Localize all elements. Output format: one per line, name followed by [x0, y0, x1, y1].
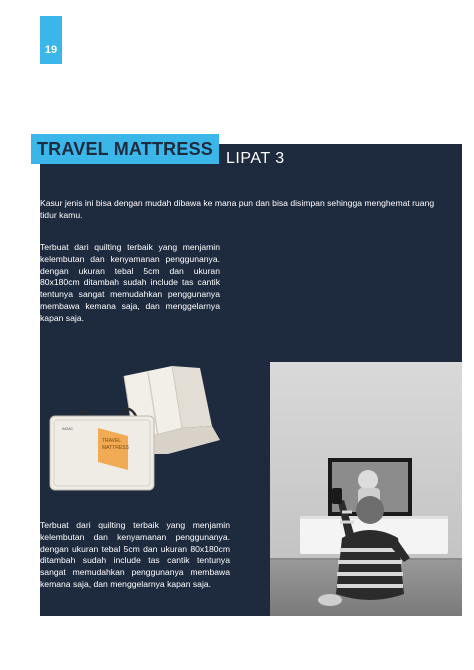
mattress-product-image — [40, 358, 240, 498]
page-title: TRAVEL MATTRESS — [36, 138, 213, 159]
intro-paragraph: Kasur jenis ini bisa dengan mudah dibawa ke mana pun dan bisa disimpan sehingga menghemat ruang tidur kamu. — [40, 198, 435, 220]
page-subtitle: LIPAT 3 — [226, 150, 285, 167]
bag-text-line-2: MATTRESS — [102, 445, 129, 451]
bag-brand: INOAC — [62, 427, 74, 431]
title-banner — [31, 134, 219, 164]
child-watching-tv-photo — [270, 362, 462, 616]
page-number-tab — [40, 16, 62, 64]
travel-bag — [50, 409, 154, 490]
page-number: 19 — [44, 44, 58, 56]
description-paragraph-2: Terbuat dari quilting terbaik yang menjamin kelembutan dan kenyamanan penggunanya. dengan ukuran tebal 5cm dan ukuran 80x180cm ditambah sudah include tas cantik tentunya sangat memudahkan penggunanya membawa kemana saja, dan menggelarnya kapan saja. — [40, 520, 230, 589]
bag-text-line-1: TRAVEL — [102, 438, 122, 444]
description-paragraph-1: Terbuat dari quilting terbaik yang menjamin kelembutan dan kenyamanan penggunanya. dengan ukuran tebal 5cm dan ukuran 80x180cm ditambah sudah include tas cantik tentunya sangat memudahkan penggunanya membawa kemana saja, dan menggelarnya kapan saja. — [40, 242, 220, 323]
